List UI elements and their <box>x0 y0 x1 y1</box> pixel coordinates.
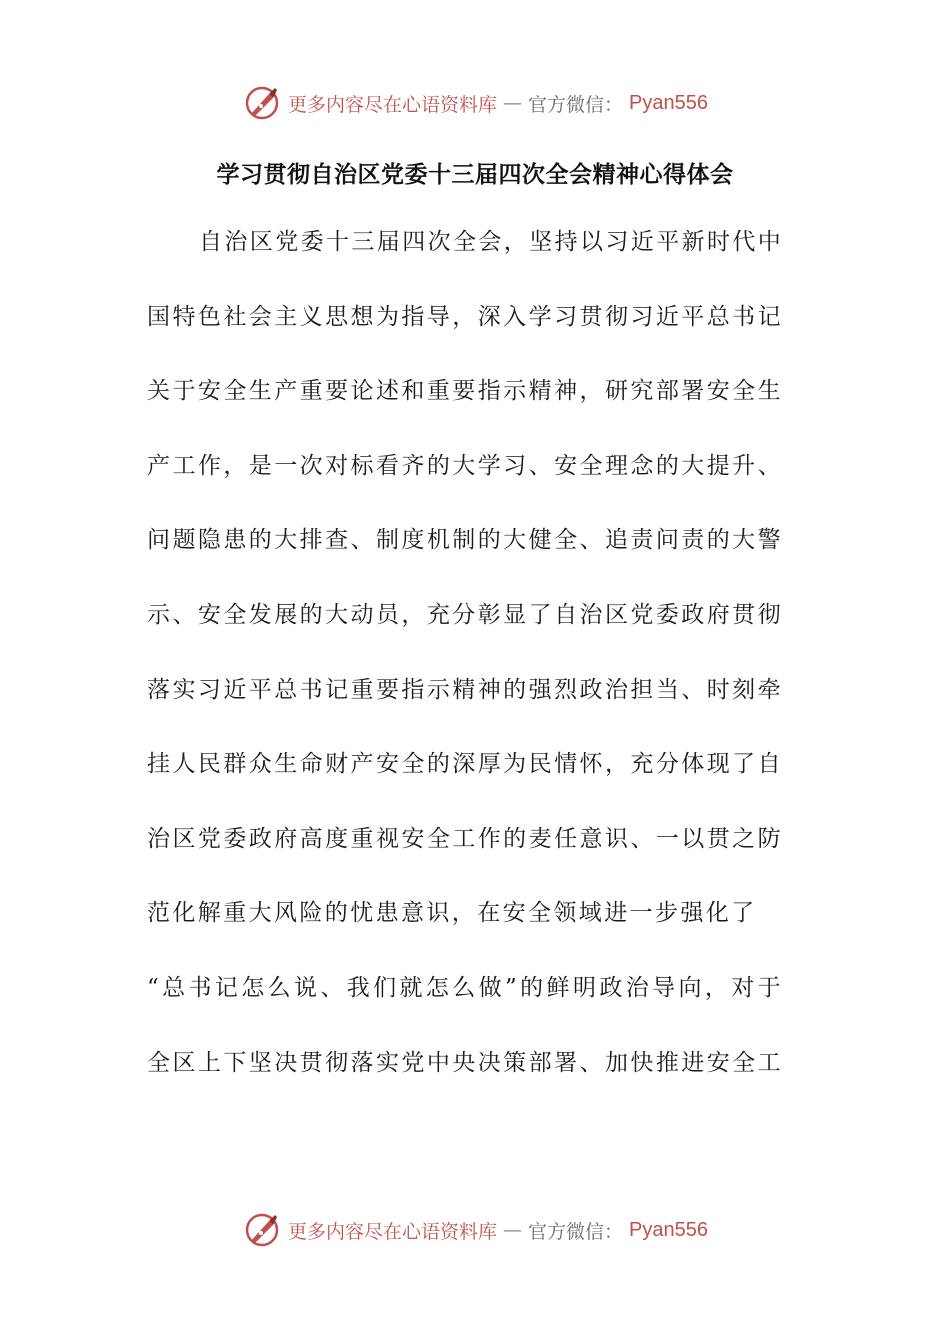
pen-nib-circle-icon <box>242 1210 282 1250</box>
header-banner <box>0 83 950 123</box>
banner-separator: — <box>503 1219 523 1241</box>
pen-nib-circle-icon <box>242 83 282 123</box>
body-line: 范化解重大风险的忧患意识，在安全领域进一步强化了 <box>147 900 757 927</box>
body-line: “总书记怎么说、我们就怎么做”的鲜明政治导向，对于 <box>147 974 783 1001</box>
body-line: 示、安全发展的大动员，充分彰显了自治区党委政府贯彻 <box>147 601 783 628</box>
banner-separator: — <box>503 92 523 114</box>
body-line: 落实习近平总书记重要指示精神的强烈政治担当、时刻牵 <box>147 676 783 703</box>
document-body <box>147 224 783 1119</box>
banner-slogan: 更多内容尽在心语资料库 <box>288 1220 498 1243</box>
banner-wechat-label: 官方微信： <box>528 93 624 116</box>
body-line: 挂人民群众生命财产安全的深厚为民情怀，充分体现了自 <box>147 751 783 778</box>
banner-slogan: 更多内容尽在心语资料库 <box>288 93 498 116</box>
banner-wechat-id: Pyan556 <box>629 1218 708 1241</box>
body-line: 国特色社会主义思想为指导，深入学习贯彻习近平总书记 <box>147 303 783 330</box>
body-line: 全区上下坚决贯彻落实党中央决策部署、加快推进安全工 <box>147 1049 783 1076</box>
body-line: 治区党委政府高度重视安全工作的麦任意识、一以贯之防 <box>147 825 783 852</box>
banner-wechat-label: 官方微信： <box>528 1220 624 1243</box>
document-title: 学习贯彻自治区党委十三届四次全会精神心得体会 <box>216 162 734 188</box>
body-line: 问题隐患的大排查、制度机制的大健全、追责问责的大警 <box>147 527 783 554</box>
body-line: 关于安全生产重要论述和重要指示精神，研究部署安全生 <box>147 378 783 405</box>
body-line: 产工作，是一次对标看齐的大学习、安全理念的大提升、 <box>147 452 783 479</box>
banner-wechat-id: Pyan556 <box>629 91 708 114</box>
footer-banner <box>0 1210 950 1250</box>
body-line: 自治区党委十三届四次全会，坚持以习近平新时代中 <box>199 229 784 255</box>
